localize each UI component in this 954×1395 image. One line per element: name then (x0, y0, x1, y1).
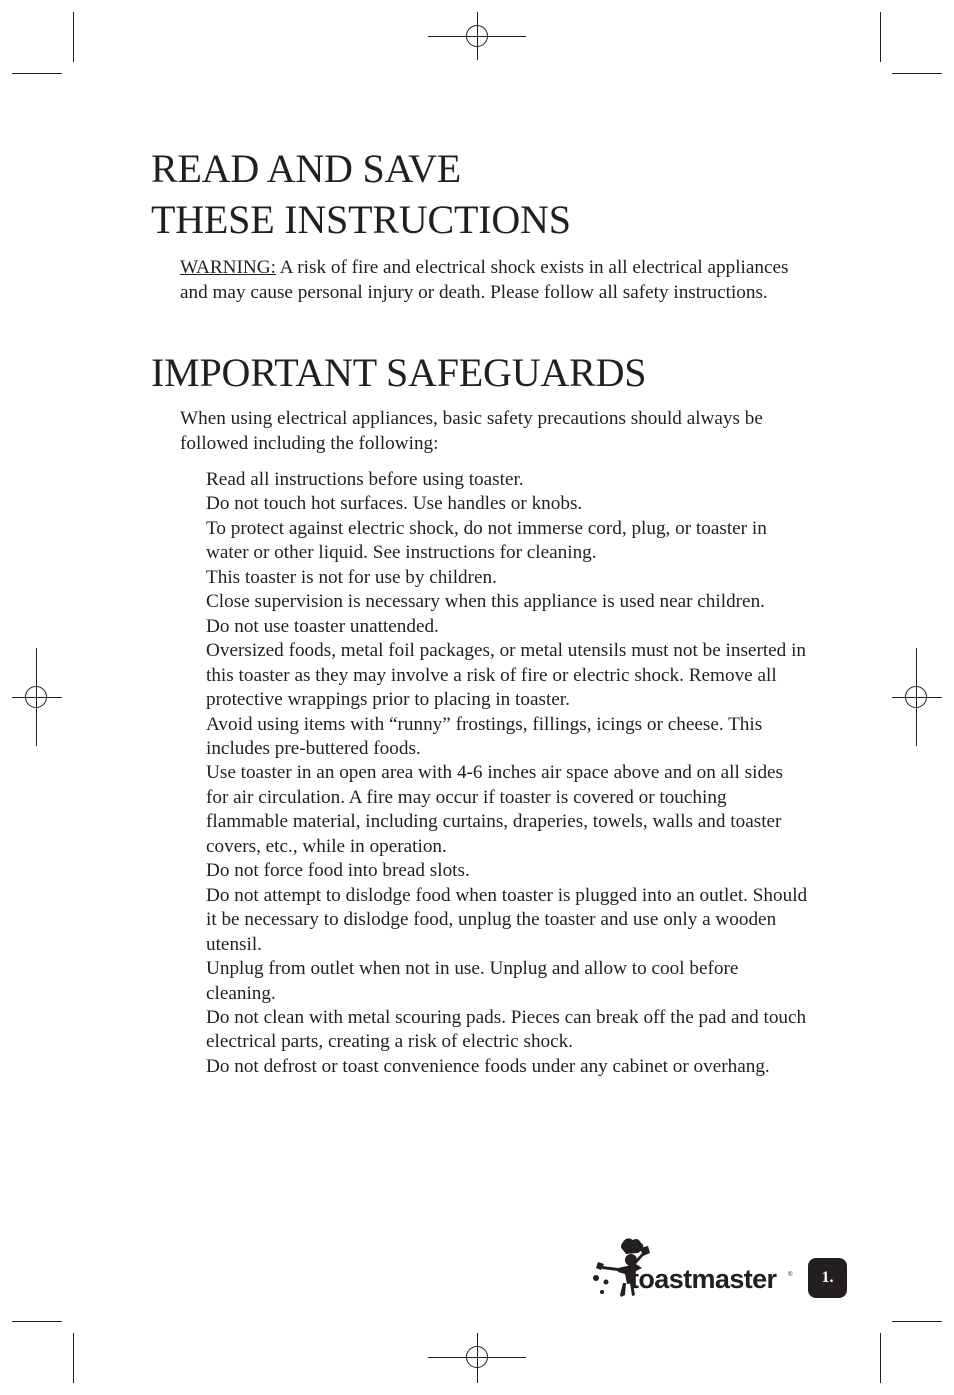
crop-mark (73, 12, 74, 62)
list-item: Do not defrost or toast convenience foods under any cabinet or overhang. (206, 1055, 770, 1077)
page-number: 1. (821, 1269, 834, 1286)
page-title (151, 143, 571, 245)
list-item: Do not use toaster unattended. (206, 615, 439, 637)
safeguards-list (206, 468, 810, 1079)
registered-mark: ® (788, 1272, 793, 1278)
crop-mark (880, 1333, 881, 1383)
title-line: READ AND SAVE (151, 146, 462, 191)
registration-mark (466, 25, 488, 47)
crop-mark (73, 1333, 74, 1383)
crop-mark (880, 12, 881, 62)
list-item: Avoid using items with “runny” frostings, fillings, icings or cheese. This includes pre-buttered foods. (206, 713, 763, 759)
list-item: Do not attempt to dislodge food when toaster is plugged into an outlet. Should it be necessary to dislodge food, unplug the toaster and use only a wooden utensil. (206, 884, 808, 955)
list-item: Close supervision is necessary when this appliance is used near children. (206, 591, 765, 613)
crop-mark (892, 1321, 942, 1322)
brand-logo-text: toastmaster (630, 1264, 777, 1294)
list-item: Unplug from outlet when not in use. Unplug and allow to cool before cleaning. (206, 958, 739, 1004)
warning-paragraph (180, 256, 820, 305)
warning-label: WARNING: (180, 257, 276, 278)
warning-text: A risk of fire and electrical shock exists in all electrical appliances and may cause personal injury or death. Please follow all safety instructions. (180, 257, 789, 303)
list-item: Oversized foods, metal foil packages, or metal utensils must not be inserted in this toaster as they may involve a risk of fire or electric shock. Remove all protective wrappings prior to placing in toaster. (206, 640, 806, 711)
list-item: Do not force food into bread slots. (206, 860, 470, 882)
list-item: Use toaster in an open area with 4-6 inches air space above and on all sides for air circulation. A fire may occur if toaster is covered or touching flammable material, including curtains, draperies, towels, walls and toaster covers, etc., while in operation. (206, 762, 784, 857)
list-item: Do not clean with metal scouring pads. Pieces can break off the pad and touch electrical parts, creating a risk of electric shock. (206, 1006, 807, 1053)
title-line: THESE INSTRUCTIONS (151, 197, 571, 242)
crop-mark (12, 73, 62, 74)
crop-mark (892, 73, 942, 74)
registration-mark (905, 686, 927, 708)
registration-mark (25, 686, 47, 708)
crop-mark (12, 1321, 62, 1322)
page-number-badge (808, 1258, 847, 1298)
list-item: Read all instructions before using toaster. (206, 469, 524, 490)
intro-paragraph: When using electrical appliances, basic safety precautions should always be followed including the following: (180, 408, 763, 454)
registration-mark (466, 1346, 488, 1368)
list-item: Do not touch hot surfaces. Use handles or knobs. (206, 493, 583, 515)
list-item: To protect against electric shock, do not immerse cord, plug, or toaster in water or other liquid. See instructions for cleaning. (206, 517, 767, 564)
list-item: This toaster is not for use by children. (206, 566, 497, 588)
section-heading: IMPORTANT SAFEGUARDS (151, 350, 647, 395)
